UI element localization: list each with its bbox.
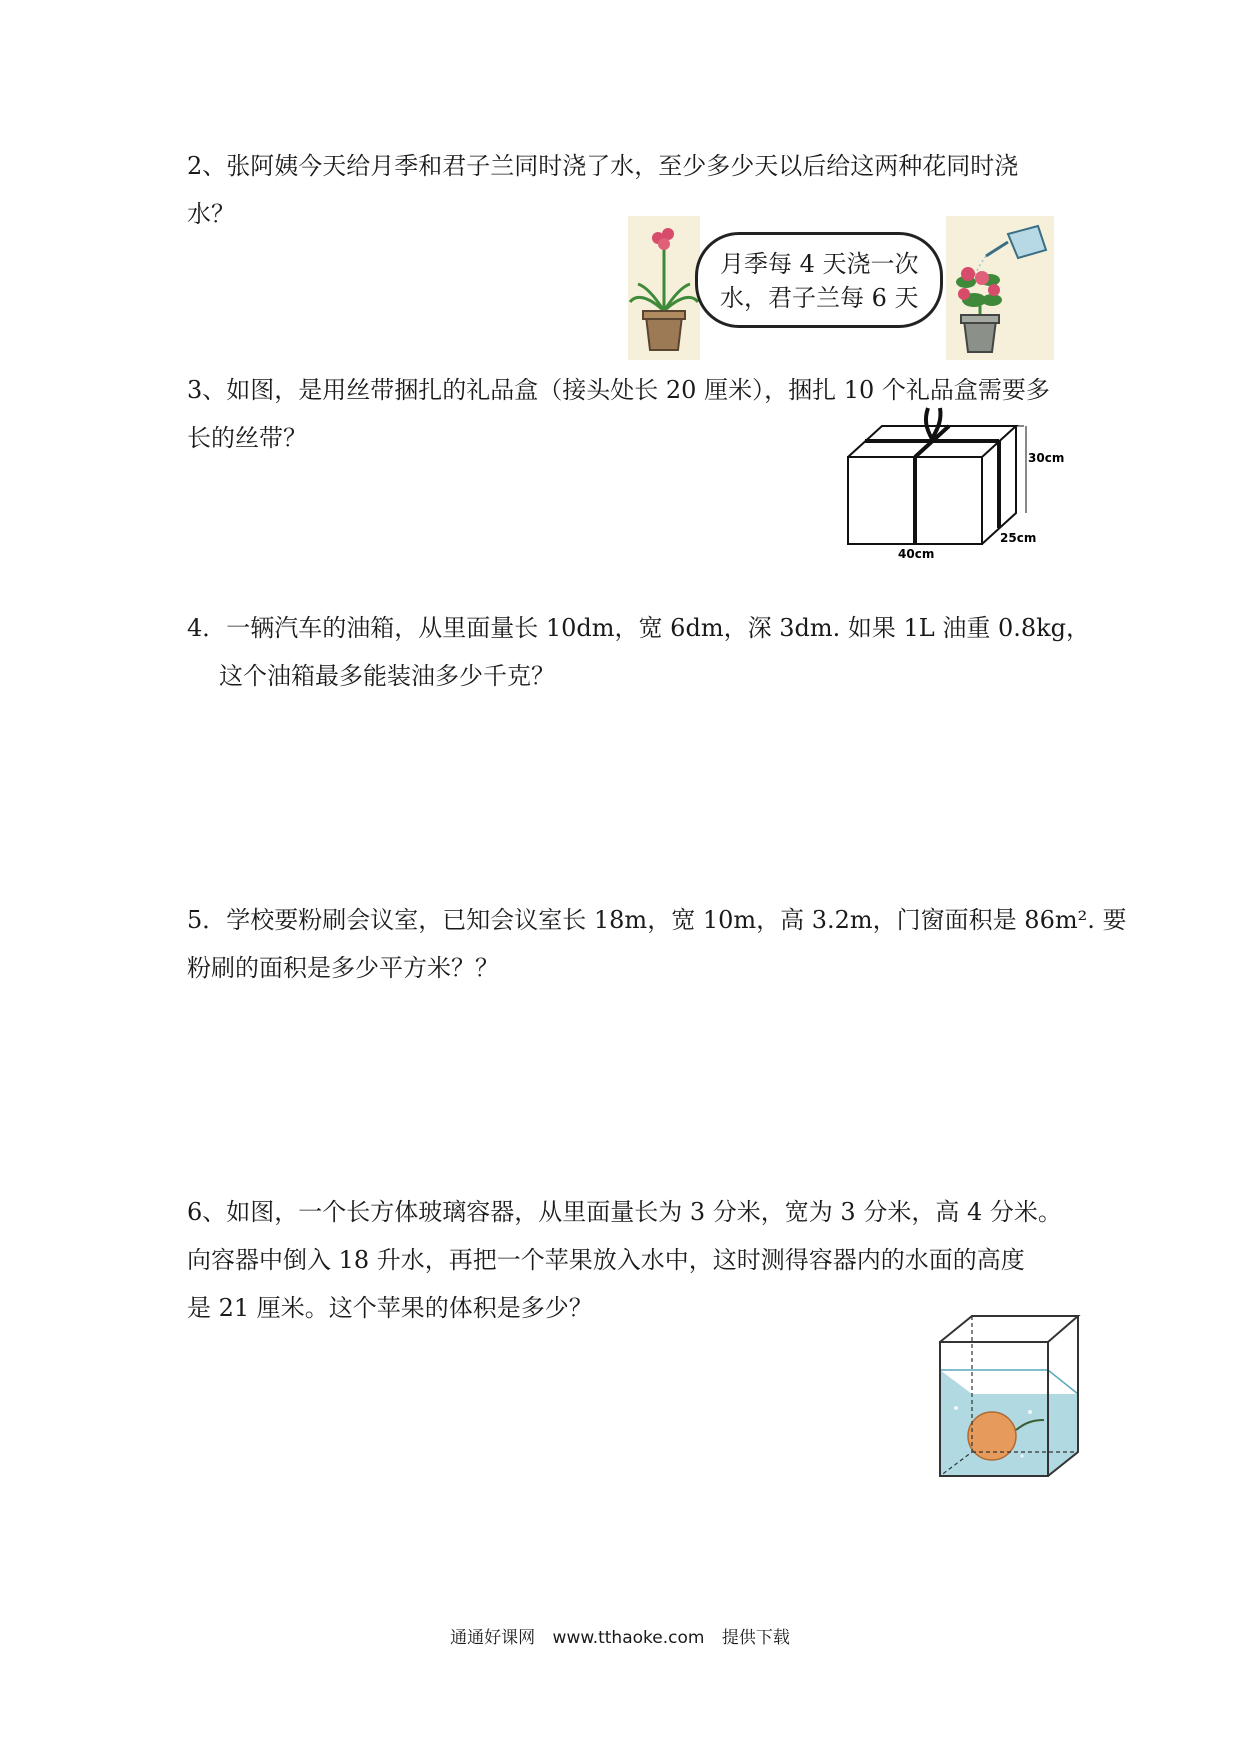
box-depth-label: 25cm xyxy=(1000,531,1037,545)
footer-suffix: 提供下载 xyxy=(721,1628,790,1648)
glass-container-with-apple-illustration xyxy=(934,1312,1086,1480)
box-length-label: 40cm xyxy=(898,547,935,560)
problem-6-text xyxy=(187,1188,1062,1332)
clivia-plant-illustration xyxy=(628,216,700,360)
problem-6-line-3: 是 21 厘米。这个苹果的体积是多少？ xyxy=(187,1294,593,1322)
problem-5-line-1: 5．学校要粉刷会议室，已知会议室长 18m，宽 10m，高 3.2m，门窗面积是 86m². 要 xyxy=(187,906,1127,934)
box-height-label: 30cm xyxy=(1028,451,1065,465)
footer-url: www.tthaoke.com xyxy=(552,1628,705,1648)
problem-3-line-1: 3、如图，是用丝带捆扎的礼品盒（接头处长 20 厘米），捆扎 10 个礼品盒需要多 xyxy=(187,376,1050,404)
bubble-line-1: 月季每 4 天浇一次 xyxy=(720,250,919,278)
problem-2-line-2: 水？ xyxy=(187,200,235,228)
problem-5-line-2: 粉刷的面积是多少平方米？？ xyxy=(187,954,499,982)
problem-6-line-2: 向容器中倒入 18 升水，再把一个苹果放入水中，这时测得容器内的水面的高度 xyxy=(187,1246,1025,1274)
gift-box-ribbon-diagram xyxy=(846,406,1070,560)
footer-site-name: 通通好课网 xyxy=(450,1628,536,1648)
problem-2-line-1: 2、张阿姨今天给月季和君子兰同时浇了水，至少多少天以后给这两种花同时浇 xyxy=(187,152,1019,180)
problem-2-text xyxy=(187,142,1018,238)
watering-schedule-speech-bubble xyxy=(695,232,943,328)
page-footer xyxy=(0,1623,1240,1648)
bubble-line-2: 水，君子兰每 6 天 xyxy=(720,284,919,312)
problem-4-line-1: 4．一辆汽车的油箱，从里面量长 10dm，宽 6dm，深 3dm. 如果 1L 油重 0.8kg， xyxy=(187,614,1091,642)
problem-3-line-2: 长的丝带？ xyxy=(187,424,307,452)
problem-4-text xyxy=(187,604,1090,700)
problem-4-line-2: 这个油箱最多能装油多少千克？ xyxy=(219,662,555,690)
problem-6-line-1: 6、如图，一个长方体玻璃容器，从里面量长为 3 分米，宽为 3 分米，高 4 分米。 xyxy=(187,1198,1062,1226)
rose-plant-with-watering-can-illustration xyxy=(946,216,1054,360)
problem-5-text xyxy=(187,896,1126,992)
